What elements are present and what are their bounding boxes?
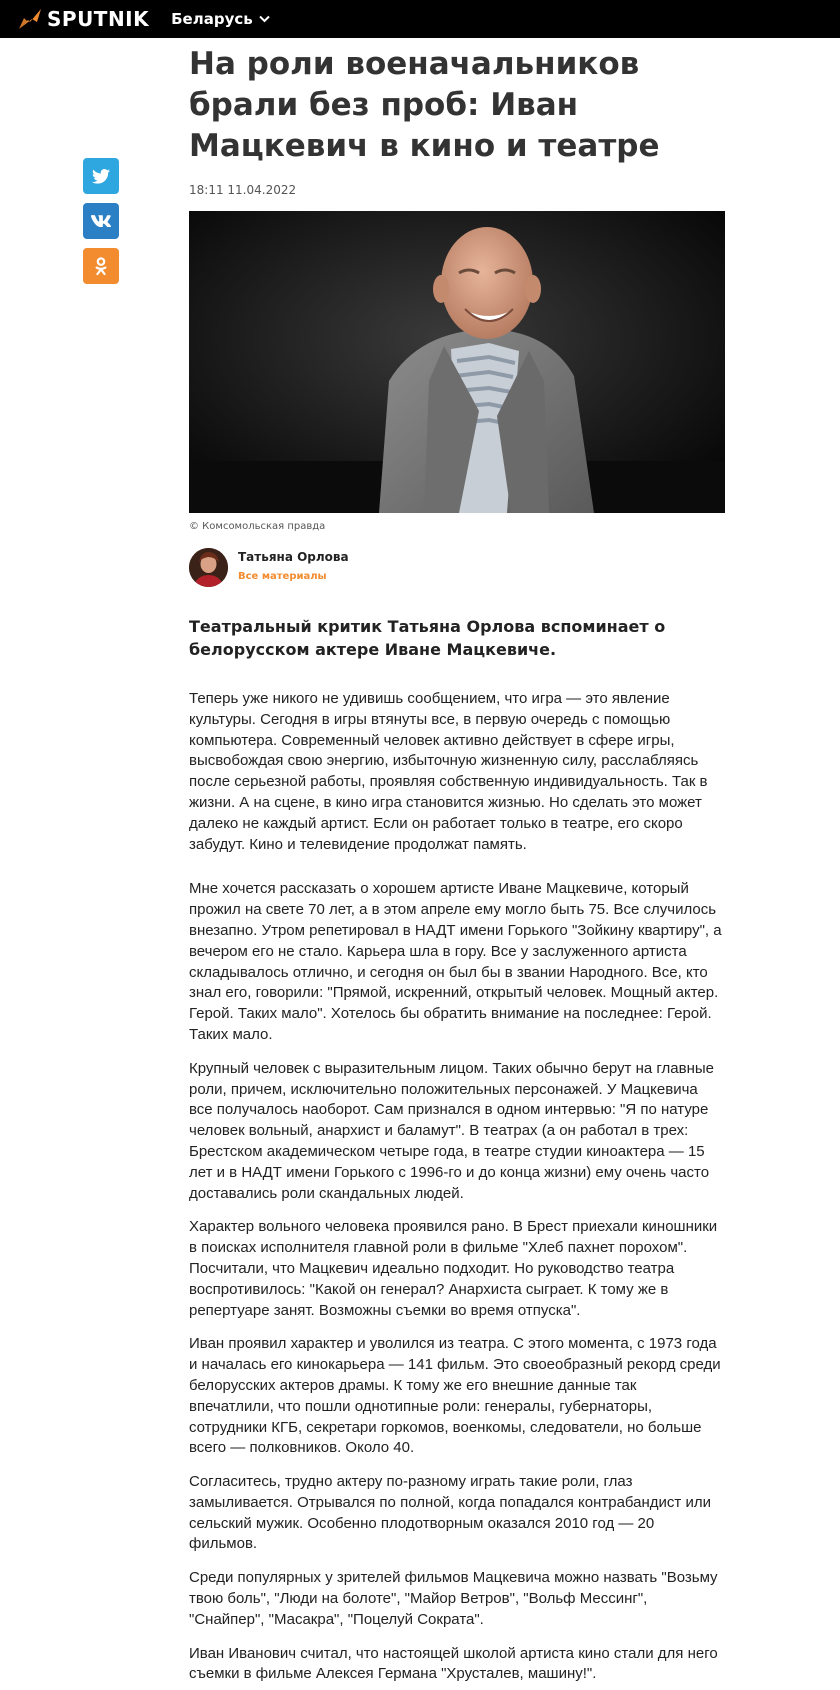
- article-title: На роли военачальников брали без проб: Иван Мацкевич в кино и театре: [189, 46, 660, 164]
- author-avatar-image: [189, 548, 228, 587]
- article-paragraph: Теперь уже никого не удивишь сообщением, что игра — это явление культуры. Сегодня в игры втянуты все, в первую очередь с помощью компьютера. Современный человек активно действует в сфере игры, высвобождая свою энергию, избыточную жизненную силу, расслабляясь после серьезной работы, проявляя собственную индивидуальность. Так в жизни. А на сцене, в кино игра становится жизнью. Но сделать это может далеко не каждый артист. Если он работает только в театре, его скоро забудут. Кино и телевидение продолжат память.: [189, 690, 708, 853]
- vk-icon: [91, 215, 111, 227]
- article-paragraph: Крупный человек с выразительным лицом. Таких обычно берут на главные роли, причем, исключительно положительных персонажей. У Мацкевича все получалось наоборот. Сам признался в одном интервью: "Я по натуре человек вольный, анархист и баламут". В театрах (а он работал в трех: Брестском академическом четыре года, в театре студии киноактера — 15 лет и в НАДТ имени Горького с 1996-го и до конца жизни) ему очень часто доставались роли скандальных людей.: [189, 1059, 714, 1202]
- article-paragraph: Иван Иванович считал, что настоящей школой артиста кино стали для него съемки в фильме Алексея Германа "Хрусталев, машину!".: [189, 1644, 718, 1683]
- region-label: Беларусь: [171, 10, 253, 28]
- all-materials-link[interactable]: Все материалы: [238, 571, 327, 582]
- article-paragraph: Иван проявил характер и уволился из театра. С этого момента, с 1973 года и началась его кинокарьера — 141 фильм. Это своеобразный рекорд среди белорусских актеров драмы. К тому же его внешние данные так впечатлили, что пошли однотипные роли: генералы, губернаторы, сотрудники КГБ, секретари горкомов, военкомы, следователи, но больше всего — полковников. Около 40.: [189, 1335, 721, 1457]
- top-navigation-bar: [0, 0, 840, 38]
- article-photo: [189, 211, 725, 513]
- share-odnoklassniki-button[interactable]: [83, 248, 119, 284]
- share-twitter-button[interactable]: [83, 158, 119, 194]
- article-lead: Театральный критик Татьяна Орлова вспоминает о белорусском актере Иване Мацкевиче.: [189, 617, 666, 659]
- sputnik-logo-icon: [16, 5, 44, 33]
- photo-caption: © Комсомольская правда: [189, 521, 326, 532]
- article-paragraph: Среди популярных у зрителей фильмов Мацкевича можно назвать "Возьму твою боль", "Люди на болоте", "Майор Ветров", "Вольф Мессинг", "Снайпер", "Масакра", "Поцелуй Сократа".: [189, 1569, 718, 1628]
- article-datetime: 18:11 11.04.2022: [189, 183, 297, 197]
- chevron-down-icon: [259, 15, 270, 23]
- sputnik-logo[interactable]: [16, 5, 149, 33]
- article-paragraph: Согласитесь, трудно актеру по-разному играть такие роли, глаз замыливается. Отрывался по полной, когда попадался контрабандист или сельский мужик. Особенно плодотворным оказался 2010 год — 20 фильмов.: [189, 1473, 711, 1553]
- article-paragraph: Мне хочется рассказать о хорошем артисте Иване Мацкевиче, который прожил на свете 70 лет, а в этом апреле ему могло быть 75. Все случилось внезапно. Утром репетировал в НАДТ имени Горького "Зойкину квартиру", а вечером его не стало. Карьера шла в гору. Все у заслуженного артиста складывалось отлично, и сегодня он был бы в звании Народного. Все, кто знал его, говорили: "Прямой, искренний, открытый человек. Мощный актер. Герой. Таких мало". Хотелось бы обратить внимание на последнее: Герой. Таких мало.: [189, 880, 722, 1043]
- odnoklassniki-icon: [95, 257, 107, 276]
- article-paragraph: Характер вольного человека проявился рано. В Брест приехали киношники в поисках исполнителя главной роли в фильме "Хлеб пахнет порохом". Посчитали, что Мацкевич идеально подходит. Но руководство театра воспротивилось: "Какой он генерал? Анархиста сыграет. К тому же в репертуаре занят. Возможны съемки во время отпуска".: [189, 1218, 718, 1319]
- author-block: [189, 548, 725, 587]
- share-vk-button[interactable]: [83, 203, 119, 239]
- author-avatar[interactable]: [189, 548, 228, 587]
- article: [189, 44, 725, 1685]
- region-selector[interactable]: [171, 10, 270, 28]
- actor-portrait-image: [189, 211, 725, 513]
- author-name-link[interactable]: Татьяна Орлова: [238, 550, 349, 564]
- share-buttons: [83, 158, 119, 293]
- twitter-icon: [92, 169, 110, 184]
- logo-text: SPUTNIK: [47, 7, 150, 31]
